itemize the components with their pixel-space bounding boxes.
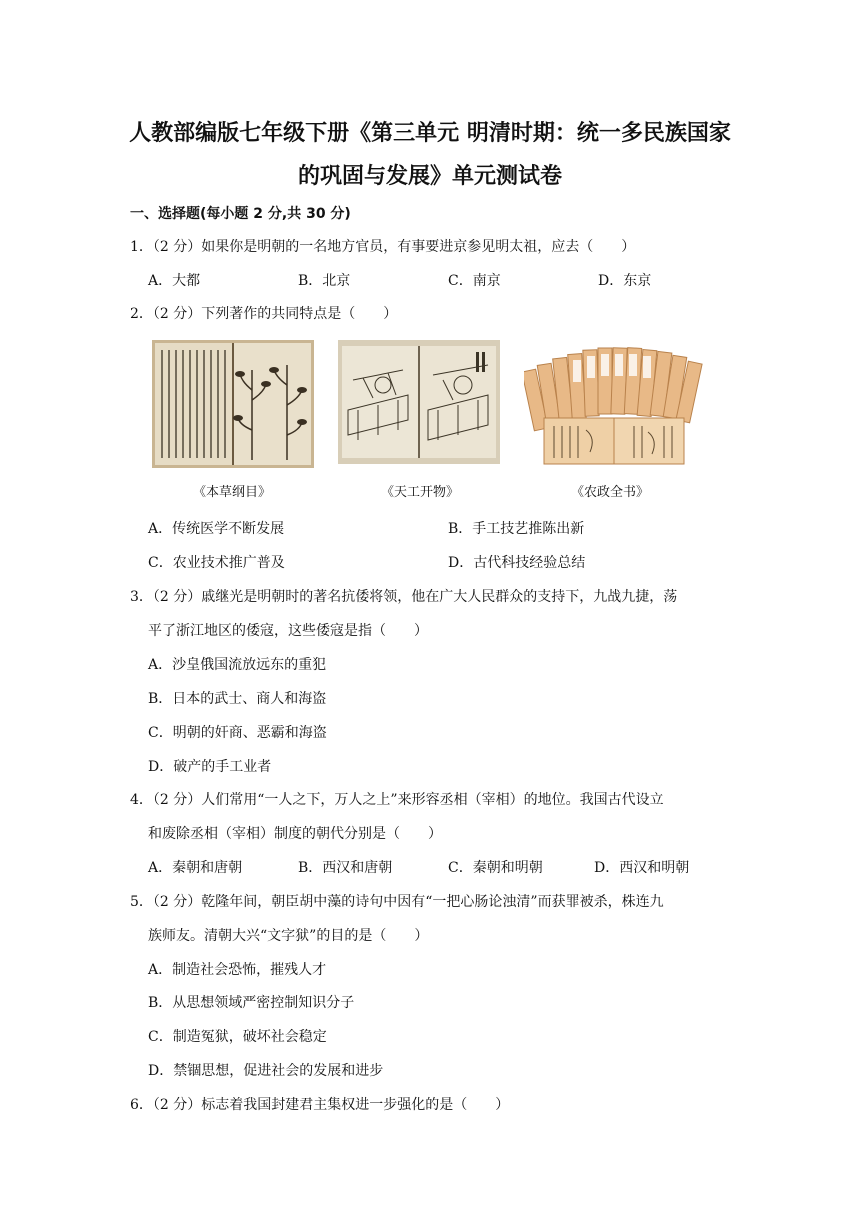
question-3-option-a: A．沙皇俄国流放远东的重犯 <box>148 657 327 673</box>
question-3-option-d: D．破产的手工业者 <box>148 759 272 775</box>
question-4-option-c: C．秦朝和明朝 <box>448 860 543 876</box>
question-5-stem-line-2: 族师友。清朝大兴“文字狱”的目的是（ ） <box>148 928 429 944</box>
question-4-stem-line-1: 4．（2 分）人们常用“一人之下，万人之上”来形容丞相（宰相）的地位。我国古代设立 <box>130 792 664 808</box>
question-1-option-c: C．南京 <box>448 273 501 289</box>
question-2-option-b: B．手工技艺推陈出新 <box>448 521 585 537</box>
section-heading: 一、选择题(每小题 2 分,共 30 分) <box>130 206 351 222</box>
question-4-stem-line-2: 和废除丞相（宰相）制度的朝代分别是（ ） <box>148 826 442 842</box>
question-2-option-a: A．传统医学不断发展 <box>148 521 285 537</box>
tiangong-kaiwu-image <box>338 340 500 464</box>
question-5-option-d: D．禁锢思想，促进社会的发展和进步 <box>148 1063 384 1079</box>
question-2-stem: 2．（2 分）下列著作的共同特点是（ ） <box>130 306 398 322</box>
question-6-stem: 6．（2 分）标志着我国封建君主集权进一步强化的是（ ） <box>130 1097 510 1113</box>
question-2-option-c: C．农业技术推广普及 <box>148 555 285 571</box>
question-1-option-a: A．大都 <box>148 273 201 289</box>
question-3-option-b: B．日本的武士、商人和海盗 <box>148 691 327 707</box>
question-4-option-a: A．秦朝和唐朝 <box>148 860 243 876</box>
caption-nongzheng-quanshu: 《农政全书》 <box>570 485 649 500</box>
question-4-option-d: D．西汉和明朝 <box>594 860 690 876</box>
question-3-stem-line-1: 3．（2 分）戚继光是明朝时的著名抗倭将领，他在广大人民群众的支持下，九战九捷，荡 <box>130 589 678 605</box>
question-5-option-a: A．制造社会恐怖，摧残人才 <box>148 962 327 978</box>
question-5-option-b: B．从思想领域严密控制知识分子 <box>148 995 355 1011</box>
question-1-option-b: B．北京 <box>298 273 351 289</box>
page-title-line-2: 的巩固与发展》单元测试卷 <box>297 164 562 189</box>
nongzheng-quanshu-image <box>524 340 704 468</box>
question-3-option-c: C．明朝的奸商、恶霸和海盗 <box>148 725 327 741</box>
caption-tiangong-kaiwu: 《天工开物》 <box>380 485 459 500</box>
caption-bencao-gangmu: 《本草纲目》 <box>192 485 271 500</box>
question-3-stem-line-2: 平了浙江地区的倭寇，这些倭寇是指（ ） <box>148 623 428 639</box>
question-5-stem-line-1: 5．（2 分）乾隆年间，朝臣胡中藻的诗句中因有“一把心肠论浊清”而获罪被杀，株连九 <box>130 894 664 910</box>
question-2-option-d: D．古代科技经验总结 <box>448 555 586 571</box>
bencao-gangmu-image <box>152 340 314 468</box>
question-1-stem: 1．（2 分）如果你是明朝的一名地方官员，有事要进京参见明太祖，应去（ ） <box>130 239 636 255</box>
question-1-option-d: D．东京 <box>598 273 652 289</box>
question-4-option-b: B．西汉和唐朝 <box>298 860 393 876</box>
page-title-line-1: 人教部编版七年级下册《第三单元 明清时期：统一多民族国家 <box>129 121 731 146</box>
question-5-option-c: C．制造冤狱，破坏社会稳定 <box>148 1029 327 1045</box>
